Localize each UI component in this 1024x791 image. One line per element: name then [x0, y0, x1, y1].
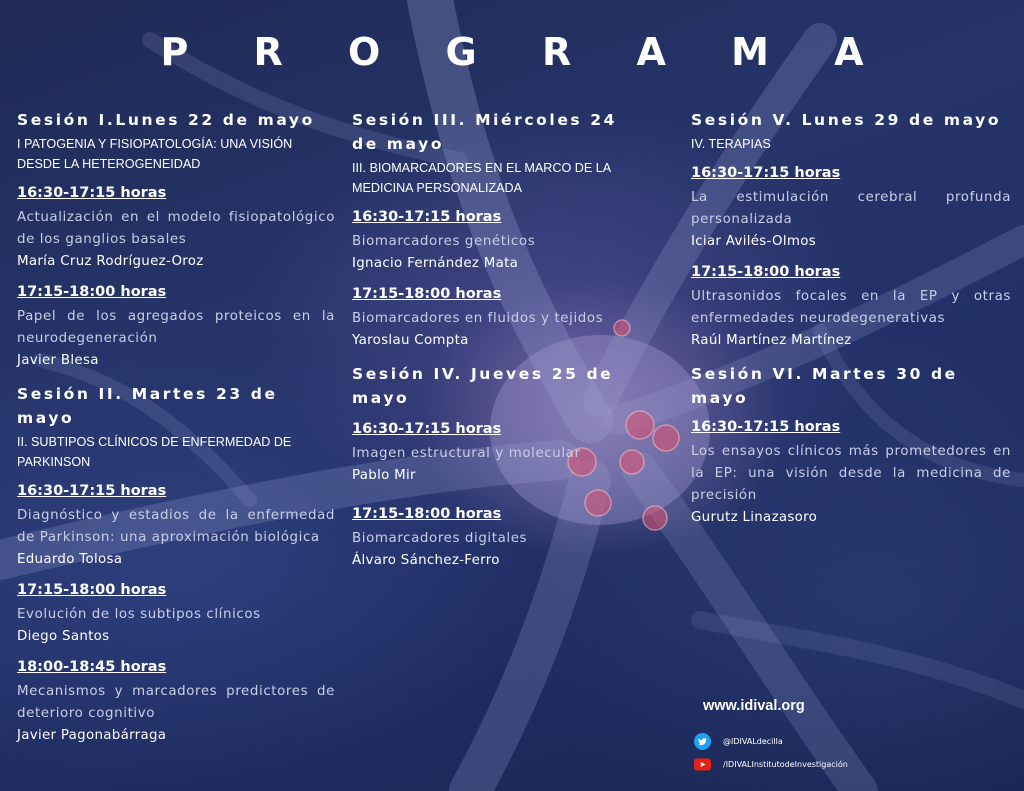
talk-title: Imagen estructural y molecular	[352, 446, 581, 461]
speaker-name: Iciar Avilés-Olmos	[691, 234, 817, 249]
time-slot: 16:30-17:15 horas	[17, 185, 167, 201]
talk-slot	[352, 283, 642, 352]
session-2	[17, 382, 335, 747]
time-slot: 18:00-18:45 horas	[17, 659, 167, 675]
talk-slot	[691, 162, 1011, 253]
speaker-name: María Cruz Rodríguez-Oroz	[17, 254, 204, 269]
speaker-name: Álvaro Sánchez-Ferro	[352, 553, 500, 568]
talk-title: Biomarcadores genéticos	[352, 234, 536, 249]
speaker-name: Gurutz Linazasoro	[691, 510, 818, 525]
talk-title: Mecanismos y marcadores predictores de deterioro cognitivo	[17, 684, 335, 721]
talk-title: Actualización en el modelo fisiopatológico de los ganglios basales	[17, 210, 335, 247]
session-4	[352, 362, 642, 572]
session-heading: Sesión VI. Martes 30 de mayo	[691, 365, 958, 407]
session-heading: Sesión III. Miércoles 24 de mayo	[352, 111, 618, 153]
website-link[interactable]: www.idival.org	[703, 698, 805, 714]
talk-slot	[691, 261, 1011, 352]
twitter-bird-icon	[694, 733, 711, 750]
time-slot: 16:30-17:15 horas	[352, 209, 502, 225]
speaker-name: Yaroslau Compta	[352, 333, 469, 348]
session-heading: Sesión IV. Jueves 25 de mayo	[352, 365, 614, 407]
talk-slot	[17, 579, 335, 648]
time-slot: 17:15-18:00 horas	[691, 264, 841, 280]
session-subtitle: I PATOGENIA Y FISIOPATOLOGÍA: UNA VISIÓN DESDE LA HETEROGENEIDAD	[17, 137, 293, 171]
speaker-name: Javier Pagonabárraga	[17, 728, 167, 743]
talk-title: Papel de los agregados proteicos en la neurodegeneración	[17, 309, 335, 346]
session-subtitle: III. BIOMARCADORES EN EL MARCO DE LA MEDICINA PERSONALIZADA	[352, 161, 611, 195]
session-subtitle: II. SUBTIPOS CLÍNICOS DE ENFERMEDAD DE PARKINSON	[17, 435, 292, 469]
speaker-name: Ignacio Fernández Mata	[352, 256, 519, 271]
youtube-play-icon	[694, 756, 711, 773]
talk-title: Biomarcadores en fluidos y tejidos	[352, 311, 604, 326]
session-5	[691, 108, 1011, 352]
time-slot: 16:30-17:15 horas	[17, 483, 167, 499]
session-heading: Sesión V. Lunes 29 de mayo	[691, 111, 1002, 129]
time-slot: 17:15-18:00 horas	[17, 284, 167, 300]
talk-title: Ultrasonidos focales en la EP y otras enfermedades neurodegenerativas	[691, 289, 1011, 326]
talk-slot	[691, 416, 1011, 529]
time-slot: 16:30-17:15 horas	[691, 165, 841, 181]
column-right	[691, 108, 1011, 537]
talk-title: Diagnóstico y estadios de la enfermedad de Parkinson: una aproximación biológica	[17, 508, 335, 545]
time-slot: 17:15-18:00 horas	[17, 582, 167, 598]
time-slot: 17:15-18:00 horas	[352, 506, 502, 522]
talk-title: La estimulación cerebral profunda personalizada	[691, 190, 1011, 227]
session-6	[691, 362, 1011, 529]
column-middle	[352, 108, 642, 580]
speaker-name: Raúl Martínez Martínez	[691, 333, 852, 348]
session-heading: Sesión I.Lunes 22 de mayo	[17, 111, 315, 129]
talk-slot	[17, 656, 335, 747]
session-subtitle: IV. TERAPIAS	[691, 137, 771, 151]
talk-slot	[17, 281, 335, 372]
talk-slot	[352, 206, 642, 275]
session-3	[352, 108, 642, 352]
twitter-link[interactable]	[694, 733, 783, 750]
talk-title: Evolución de los subtipos clínicos	[17, 607, 261, 622]
youtube-channel: /IDIVALInstitutodeInvestigación	[723, 760, 848, 769]
time-slot: 17:15-18:00 horas	[352, 286, 502, 302]
speaker-name: Diego Santos	[17, 629, 110, 644]
youtube-link[interactable]	[694, 756, 848, 773]
talk-slot	[352, 503, 642, 572]
column-left	[17, 108, 335, 755]
time-slot: 16:30-17:15 horas	[352, 421, 502, 437]
time-slot: 16:30-17:15 horas	[691, 419, 841, 435]
talk-slot	[17, 480, 335, 571]
speaker-name: Javier Blesa	[17, 353, 99, 368]
page-title: P R O G R A M A	[160, 30, 890, 74]
talk-slot	[352, 418, 642, 487]
session-1	[17, 108, 335, 372]
talk-title: Los ensayos clínicos más prometedores en la EP: una visión desde la medicina de precisión	[691, 444, 1011, 503]
speaker-name: Eduardo Tolosa	[17, 552, 123, 567]
speaker-name: Pablo Mir	[352, 468, 416, 483]
talk-title: Biomarcadores digitales	[352, 531, 528, 546]
session-heading: Sesión II. Martes 23 de mayo	[17, 385, 278, 427]
talk-slot	[17, 182, 335, 273]
twitter-handle: @IDIVALdecilla	[723, 737, 783, 746]
